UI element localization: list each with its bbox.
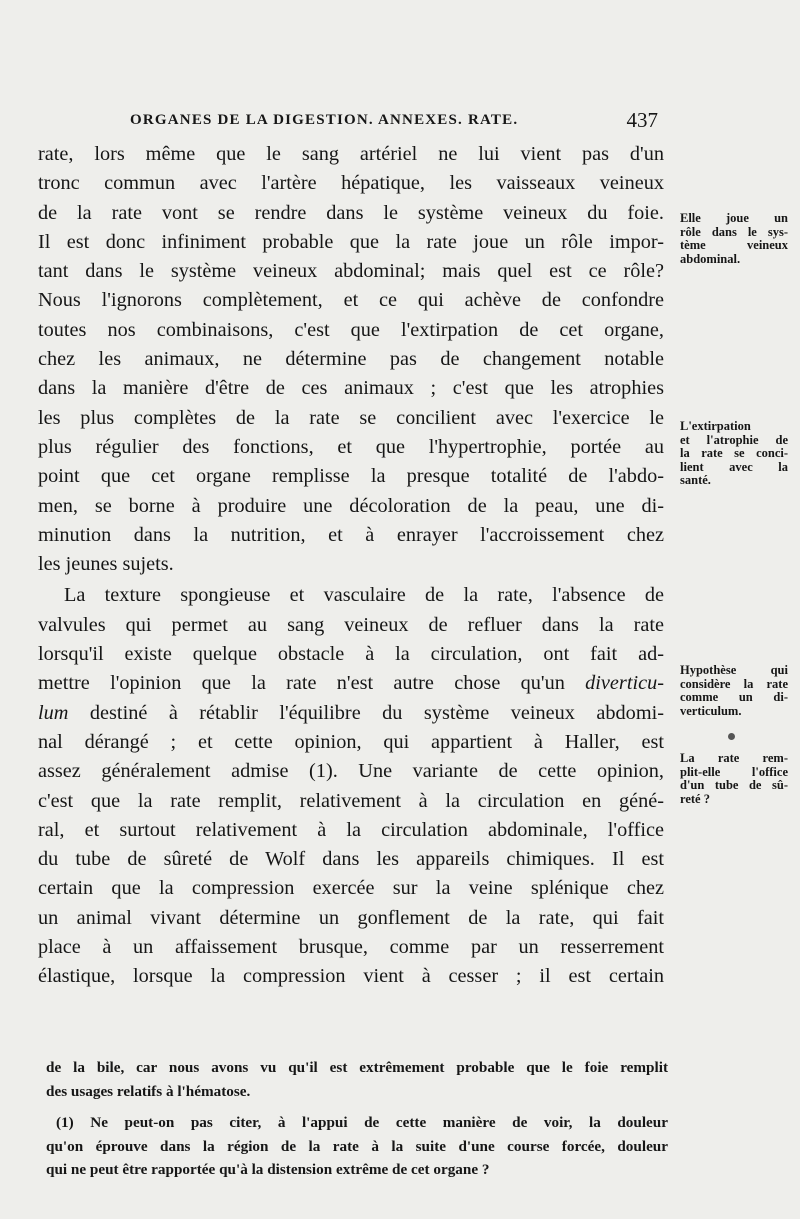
text-line: valvules qui permet au sang veineux de refluer dans la rate — [38, 613, 664, 636]
note-line: L'extirpation — [680, 419, 751, 433]
note-line: La rate rem- — [680, 751, 788, 765]
footnote-line: de la bile, car nous avons vu qu'il est extrêmement probable que le foie remplit — [46, 1059, 668, 1076]
text-line: élastique, lorsque la compression vient à cesser ; il est certain — [38, 965, 664, 988]
footnote-line: qu'on éprouve dans la région de la rate à la suite d'une course forcée, douleur — [46, 1137, 668, 1155]
note-line: plit-elle l'office — [680, 764, 788, 779]
margin-note-hypothesis — [680, 664, 788, 718]
note-line: comme un di- — [680, 690, 788, 704]
text-line: tronc commun avec l'artère hépatique, les vaisseaux veineux — [38, 172, 664, 195]
text-line: assez généralement admise (1). Une variante de cette opinion, — [38, 760, 664, 783]
text-line: un animal vivant détermine un gonflement de la rate, qui fait — [38, 906, 664, 929]
running-head: ORGANES DE LA DIGESTION. ANNEXES. RATE. — [130, 112, 519, 128]
text-line: dans la manière d'être de ces animaux ; c'est que les atrophies — [38, 377, 664, 400]
note-line: Hypothèse qui — [680, 663, 788, 677]
text-line: ral, et surtout relativement à la circulation abdominale, l'office — [38, 818, 664, 841]
text-line: tant dans le système veineux abdominal; mais quel est ce rôle? — [38, 260, 664, 283]
paragraph-2 — [38, 581, 664, 991]
text-line — [38, 669, 664, 698]
ink-blot-icon — [728, 733, 735, 740]
note-line: tème veineux — [680, 238, 788, 252]
text-fragment: mettre l'opinion que la rate n'est autre chose qu'un — [38, 672, 586, 695]
note-line: la rate se conci- — [680, 446, 788, 460]
margin-note-safety-tube — [680, 752, 788, 806]
text-line: point que cet organe remplisse la presque totalité de l'abdo- — [38, 465, 664, 488]
text-line: minution dans la nutrition, et à enrayer l'accroissement chez — [38, 523, 664, 546]
text-line: men, se borne à produire une décoloration de la peau, une di- — [38, 494, 664, 517]
text-line: Il est donc infiniment probable que la rate joue un rôle impor- — [38, 230, 664, 253]
footnote-line: (1) Ne peut-on pas citer, à l'appui de cette manière de voir, la douleur — [56, 1114, 668, 1131]
text-line: rate, lors même que le sang artériel ne lui vient pas d'un — [38, 143, 664, 165]
note-line: verticulum. — [680, 703, 742, 718]
italic-term: lum — [38, 701, 69, 724]
text-line: chez les animaux, ne détermine pas de changement notable — [38, 348, 664, 371]
footnote-1 — [46, 1111, 668, 1182]
note-line: Elle joue un — [680, 211, 788, 225]
note-line: rôle dans le sys- — [680, 224, 788, 239]
footnote-line: qui ne peut être rapportée qu'à la distension extrême de cet organe ? — [46, 1161, 490, 1178]
text-line: plus régulier des fonctions, et que l'hypertrophie, portée au — [38, 435, 664, 458]
note-line: d'un tube de sû- — [680, 778, 788, 792]
page-number: 437 — [626, 108, 658, 132]
text-line — [38, 699, 664, 728]
note-line: lient avec la — [680, 459, 788, 474]
text-fragment: destiné à rétablir l'équilibre du système veineux abdomi- — [68, 701, 664, 724]
text-line: Nous l'ignorons complètement, et ce qui achève de confondre — [38, 289, 664, 312]
margin-note-rate-role — [680, 212, 788, 266]
page-header — [38, 108, 660, 134]
text-line: du tube de sûreté de Wolf dans les appareils chimiques. Il est — [38, 848, 664, 871]
note-line: reté ? — [680, 791, 710, 806]
paragraph-1 — [38, 140, 664, 579]
text-line: c'est que la rate remplit, relativement à la circulation en géné- — [38, 789, 664, 812]
footnote-continuation — [46, 1056, 668, 1103]
main-text — [38, 140, 664, 992]
note-line: abdominal. — [680, 251, 741, 266]
text-line: toutes nos combinaisons, c'est que l'extirpation de cet organe, — [38, 318, 664, 341]
text-line: les plus complètes de la rate se concilient avec l'exercice le — [38, 406, 664, 429]
margin-note-extirpation — [680, 420, 788, 488]
note-line: santé. — [680, 473, 711, 487]
text-line: les jeunes sujets. — [38, 553, 174, 576]
note-line: considère la rate — [680, 676, 788, 691]
text-line: certain que la compression exercée sur la veine splénique chez — [38, 877, 664, 900]
text-line: place à un affaissement brusque, comme par un resserrement — [38, 936, 664, 959]
text-line: de la rate vont se rendre dans le système veineux du foie. — [38, 201, 664, 224]
note-line: et l'atrophie de — [680, 432, 788, 447]
footnotes — [46, 1056, 668, 1182]
text-line: nal dérangé ; et cette opinion, qui appartient à Haller, est — [38, 730, 664, 753]
italic-term: diverticu- — [585, 672, 664, 695]
text-line: La texture spongieuse et vasculaire de la rate, l'absence de — [64, 584, 664, 607]
footnote-line: des usages relatifs à l'hématose. — [46, 1082, 251, 1100]
text-line: lorsqu'il existe quelque obstacle à la circulation, ont fait ad- — [38, 643, 664, 666]
